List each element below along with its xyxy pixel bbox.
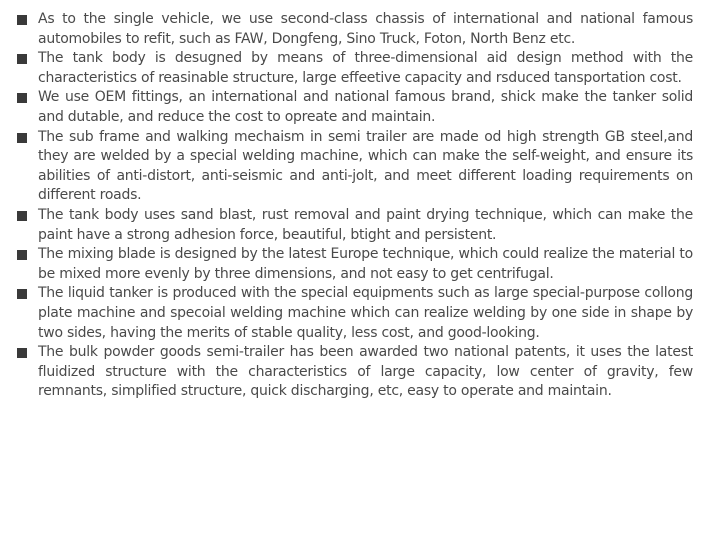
square-bullet-icon [17, 250, 27, 260]
list-item [17, 206, 693, 245]
square-bullet-icon [17, 15, 27, 25]
square-bullet-icon [17, 133, 27, 143]
list-item-text: As to the single vehicle, we use second-class chassis of international and national famous automobiles to refit, such as FAW, Dongfeng, Sino Truck, Foton, North Benz etc. [38, 11, 693, 47]
list-item [17, 10, 693, 49]
list-item-text: The sub frame and walking mechaism in semi trailer are made od high strength GB steel,and they are welded by a special welding machine, which can make the self-weight, and ensure its abilities of anti-distort, anti-seismic and anti-jolt, and meet different loading requirements on different roads. [38, 128, 693, 204]
list-item-text: We use OEM fittings, an international and national famous brand, shick make the tanker solid and dutable, and reduce the cost to opreate and maintain. [38, 89, 693, 125]
list-item-text: The tank body is desugned by means of three-dimensional aid design method with the characteristics of reasinable structure, large effeetive capacity and rsduced tansportation cost. [38, 50, 693, 86]
list-item [17, 49, 693, 88]
square-bullet-icon [17, 93, 27, 103]
square-bullet-icon [17, 54, 27, 64]
list-item-text: The bulk powder goods semi-trailer has been awarded two national patents, it uses the latest fluidized structure with the characteristics of large capacity, low center of gravity, few remnants, simplified structure, quick discharging, etc, easy to operate and maintain. [38, 344, 693, 400]
feature-list [17, 10, 693, 402]
list-item [17, 284, 693, 343]
list-item-text: The mixing blade is designed by the latest Europe technique, which could realize the material to be mixed more evenly by three dimensions, and not easy to get centrifugal. [38, 246, 693, 282]
list-item-text: The tank body uses sand blast, rust removal and paint drying technique, which can make the paint have a strong adhesion force, beautiful, btight and persistent. [38, 206, 693, 243]
list-item-text: The liquid tanker is produced with the special equipments such as large special-purpose collong plate machine and specoial welding machine which can realize welding by one side in shape by two sides, having the merits of stable quality, less cost, and good-looking. [38, 285, 693, 341]
list-item [17, 88, 693, 127]
square-bullet-icon [17, 211, 27, 221]
list-item [17, 128, 693, 206]
list-item [17, 245, 693, 284]
list-item [17, 343, 693, 402]
square-bullet-icon [17, 289, 27, 299]
square-bullet-icon [17, 348, 27, 358]
